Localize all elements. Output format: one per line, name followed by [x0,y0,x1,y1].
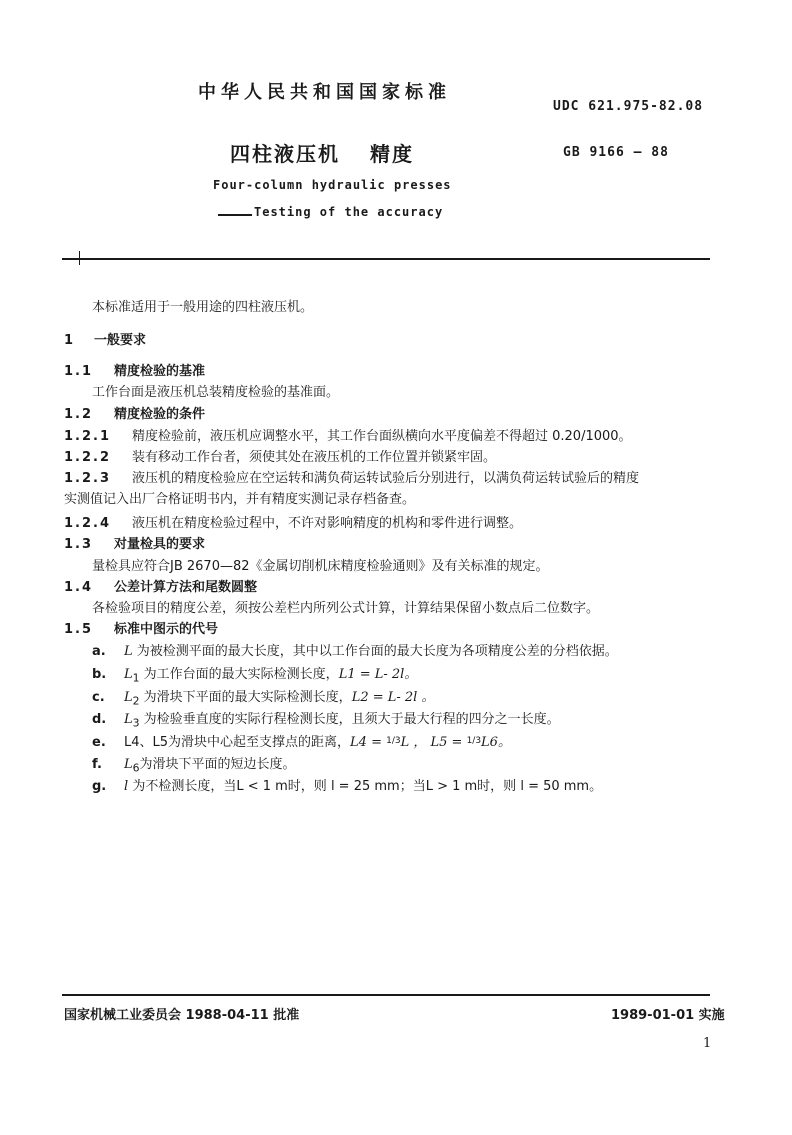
symbol-L: L [124,757,133,772]
item-text: 为滑块下平面的最大实际检测长度， [143,690,352,705]
section-title: 精度检验的条件 [114,407,206,422]
section-number: 1.2.1 [64,429,112,444]
intro-paragraph: 本标准适用于一般用途的四柱液压机。 [92,300,314,315]
item-label: c. [92,690,105,705]
list-item-e [92,731,511,750]
item-text: 为检验垂直度的实际行程检测长度，且须大于最大行程的四分之一长度。 [143,712,560,727]
implementation-date: 1989-01-01 实施 [611,1008,725,1023]
section-1-2-1 [64,425,632,444]
symbol-l: l [124,779,129,794]
section-title: 一般要求 [94,333,147,348]
list-item-a [92,640,618,659]
section-1-2-2 [64,446,496,465]
section-number: 1.2.3 [64,471,112,486]
section-1 [64,329,146,348]
section-1-1-text: 工作台面是液压机总装精度检验的基准面。 [92,385,340,400]
section-text: 装有移动工作台者，须使其处在液压机的工作位置并锁紧牢固。 [132,450,497,465]
list-item-d [92,708,560,730]
header-divider [62,258,710,260]
symbol-L: L [124,690,133,705]
section-text: 精度检验前，液压机应调整水平，其工作台面纵横向水平度偏差不得超过 0.20/1000。 [132,429,632,444]
item-label: g. [92,779,107,794]
title-cn-part1: 四柱液压机 [230,142,340,166]
section-text: 液压机的精度检验应在空运转和满负荷运转试验后分别进行，以满负荷运转试验后的精度 [132,471,640,486]
item-text: 为滑块下平面的短边长度。 [139,757,296,772]
section-1-5 [64,618,218,637]
section-title: 标准中图示的代号 [114,622,219,637]
section-number: 1.2.4 [64,516,112,531]
fraction: 1/3 [466,736,482,746]
section-1-3-text: 量检具应符合JB 2670—82《金属切削机床精度检验通则》及有关标准的规定。 [92,559,549,574]
section-1-2-4 [64,512,522,531]
symbol-subscript: 1 [132,671,140,685]
item-label: f. [92,757,102,772]
document-title-en-line2: Testing of the accuracy [254,205,444,219]
approval-info: 国家机械工业委员会 1988-04-11 批准 [64,1008,300,1023]
section-1-1 [64,360,205,379]
section-number: 1.1 [64,364,94,379]
page-number: 1 [703,1036,712,1051]
item-text: 为被检测平面的最大长度，其中以工作台面的最大长度为各项精度公差的分档依据。 [136,644,618,659]
item-text: 为工作台面的最大实际检测长度， [143,667,339,682]
section-1-2-3 [64,467,639,486]
value-2: l = 50 mm。 [520,779,603,794]
document-title-en-line1: Four-column hydraulic presses [213,178,452,192]
list-item-f [92,753,296,775]
national-standard-title: 中华人民共和国国家标准 [198,82,451,103]
symbol-subscript: 6 [132,761,140,775]
symbol-L: L [124,644,133,659]
footer-divider [62,994,710,996]
document-title-cn [230,138,414,167]
section-number: 1.5 [64,622,94,637]
section-number: 1.2.2 [64,450,112,465]
item-label: a. [92,644,106,659]
section-1-2 [64,403,205,422]
section-1-2-3-cont: 实测值记入出厂合格证明书内，并有精度实测记录存档备查。 [64,492,416,507]
section-title: 公差计算方法和尾数圆整 [114,580,258,595]
list-item-g [92,775,602,794]
udc-code: UDC 621.975-82.08 [553,99,704,114]
gb-number: GB 9166 — 88 [563,145,669,160]
section-1-4 [64,576,257,595]
section-number: 1.4 [64,580,94,595]
value-1: l = 25 mm；当 [330,779,426,794]
condition-1: L < 1 m时，则 [236,779,327,794]
section-title: 精度检验的基准 [114,364,206,379]
list-item-c [92,686,434,708]
item-text: L4、L5为滑块中心起至支撑点的距离， [124,735,351,750]
symbol-L: L [124,712,133,727]
formula-part: L ， L5 = [400,735,463,750]
formula-part: L6。 [481,735,511,750]
symbol-L: L [124,667,133,682]
item-text: 为不检测长度，当 [132,779,237,794]
section-number: 1.3 [64,537,94,552]
symbol-subscript: 3 [132,716,140,730]
item-label: b. [92,667,107,682]
section-1-3 [64,533,205,552]
section-number: 1.2 [64,407,94,422]
header-divider-tick [79,251,80,265]
fraction: 1/3 [386,736,401,746]
condition-2: L > 1 m时，则 [425,779,517,794]
formula: L1 = L- 2l。 [338,667,418,682]
item-label: e. [92,735,106,750]
formula-part: L4 = [350,735,382,750]
item-label: d. [92,712,107,727]
symbol-subscript: 2 [132,694,140,708]
section-number: 1 [64,333,76,348]
title-cn-part2: 精度 [370,142,414,166]
section-1-4-text: 各检验项目的精度公差，须按公差栏内所列公式计算，计算结果保留小数点后二位数字。 [92,601,600,616]
section-text: 液压机在精度检验过程中，不许对影响精度的机构和零件进行调整。 [132,516,523,531]
section-title: 对量检具的要求 [114,537,206,552]
formula: L2 = L- 2l 。 [351,690,435,705]
list-item-b [92,663,417,685]
